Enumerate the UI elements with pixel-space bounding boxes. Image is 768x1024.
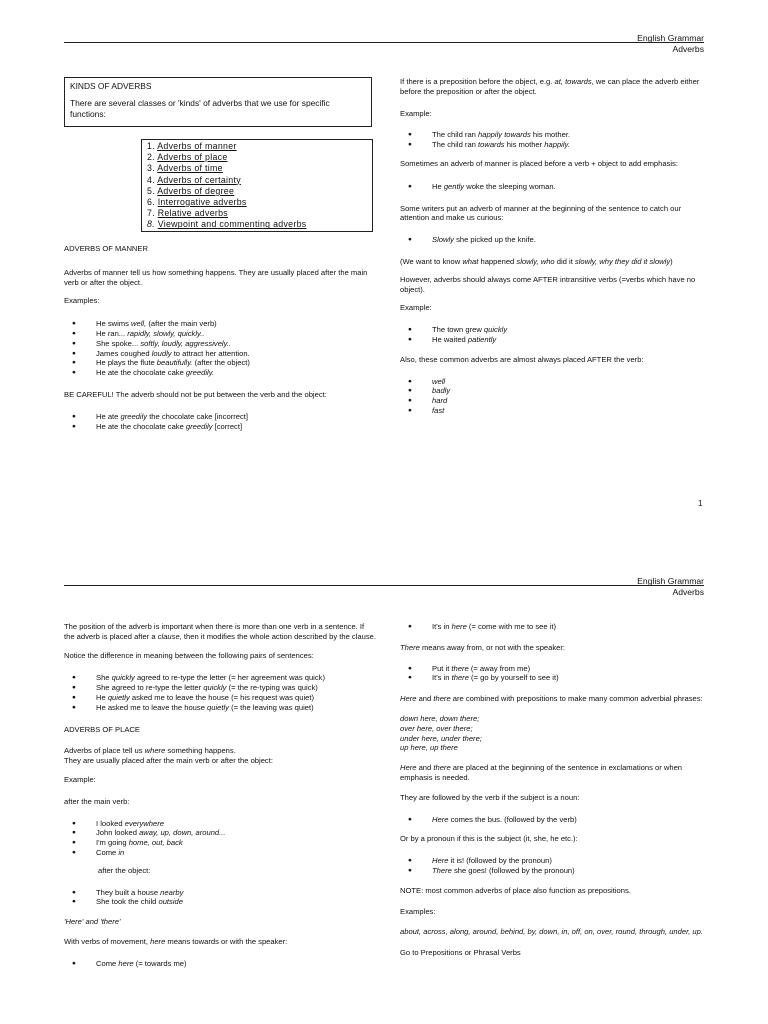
header-subtitle: Adverbs [672,586,704,597]
example-list [400,856,706,876]
header-rule [64,42,704,43]
paragraph: Adverbs of manner tell us how something happens. They are usually placed after the main verb or after the object. [64,267,368,287]
example-label: Example: [400,303,432,313]
example-list [400,622,706,632]
paragraph: Or by a pronoun if this is the subject (it, she, he etc.): [400,834,578,844]
header-title: English Grammar [637,33,704,43]
preposition-list: about, across, along, around, behind, by, down, in, off, on, over, round, through, under, up. [400,927,703,937]
toc-link[interactable]: Adverbs of degree [157,185,235,196]
toc-link[interactable]: Adverbs of manner [157,141,237,151]
list-item: ● He gently woke the sleeping woman. [400,182,706,192]
example-list [64,412,374,432]
list-item: ● It's in there (= go by yourself to see it) [400,673,706,683]
kinds-text: There are several classes or 'kinds' of adverbs that we use for specific functions: [70,98,330,119]
paragraph: Sometimes an adverb of manner is placed before a verb + object to add emphasis: [400,158,678,168]
kinds-title: KINDS OF ADVERBS [70,81,152,91]
toc-link[interactable]: Adverbs of time [157,163,223,174]
toc-box [141,139,373,232]
list-item: ● well [400,377,706,387]
phrase-line: down here, down there; [400,713,480,723]
list-item: ● He ran... rapidly, slowly, quickly.. [64,329,374,339]
page2-left-column [64,622,376,969]
example-list [400,235,706,245]
toc-link[interactable]: Adverbs of place [157,152,228,163]
toc-link[interactable]: Viewpoint and commenting adverbs [157,219,307,230]
example-list [400,182,706,192]
page1-header [637,33,704,54]
list-item: ● He ate the chocolate cake greedily. [64,368,374,378]
section-heading: ADVERBS OF MANNER [64,244,148,253]
paragraph: Notice the difference in meaning between the following pairs of sentences: [64,650,314,660]
toc-item[interactable]: 3. Adverbs of time [147,163,223,174]
list-item: ● badly [400,386,706,396]
header-subtitle: Adverbs [672,43,704,54]
examples-label: Examples: [64,296,100,306]
list-item: ● Slowly she picked up the knife. [400,235,706,245]
list-item: ● hard [400,396,706,406]
list-item: ● She quickly agreed to re-type the letter (= her agreement was quick) [64,673,376,683]
paragraph: They are followed by the verb if the subject is a noun: [400,792,580,802]
list-item: ● Come here (= towards me) [64,959,376,969]
example-list [64,959,376,969]
list-item: ● John looked away, up, down, around... [64,828,376,838]
page1-left-column [64,244,374,431]
list-item: ● I looked everywhere [64,819,376,829]
list-item: ● He swims well, (after the main verb) [64,319,374,329]
paragraph: after the object: [98,865,151,875]
kinds-of-adverbs-box [64,77,372,127]
list-item: ● James coughed loudly to attract her attention. [64,349,374,359]
example-list [64,319,374,378]
list-item: ● It's in here (= come with me to see it) [400,622,706,632]
examples-label: Examples: [400,906,436,916]
list-item: ● There she goes! (followed by the pronoun) [400,866,706,876]
list-item: ● The child ran happily towards his mother. [400,130,706,140]
example-label: Example: [400,108,432,118]
paragraph: With verbs of movement, here means towards or with the speaker: [64,936,288,946]
list-item: ● She agreed to re-type the letter quickly (= the re-typing was quick) [64,683,376,693]
example-list [64,819,376,858]
list-item: ● He asked me to leave the house quietly (= the leaving was quiet) [64,703,376,713]
phrase-line: up here, up there [400,743,458,753]
paragraph: Also, these common adverbs are almost always placed AFTER the verb: [400,354,644,364]
list-item: ● He ate the chocolate cake greedily [correct] [64,422,374,432]
list-item: ● He quietly asked me to leave the house (= his request was quiet) [64,693,376,703]
list-item: ● She spoke... softly, loudly, aggressively.. [64,339,374,349]
toc-item[interactable]: 4. Adverbs of certainty [147,174,241,185]
list-item: ● He waited patiently [400,335,706,345]
section-heading: ADVERBS OF PLACE [64,724,140,734]
page2-header [637,576,704,597]
paragraph: NOTE: most common adverbs of place also function as prepositions. [400,885,631,895]
toc-item[interactable]: 2. Adverbs of place [147,152,228,163]
paragraph: Here and there are combined with prepositions to make many common adverbial phrases: [400,694,703,704]
example-list [400,815,706,825]
list-item: ● They built a house nearby [64,888,376,898]
header-rule [64,585,704,586]
example-list [400,664,706,684]
toc-link[interactable]: Adverbs of certainty [157,174,241,185]
example-list [400,130,706,150]
toc-item[interactable]: 1. Adverbs of manner [147,141,237,151]
list-item: ● Come in [64,848,376,858]
page2-right-column [400,622,706,958]
example-list [400,377,706,416]
toc-link[interactable]: Interrogative adverbs [157,197,247,208]
paragraph: The position of the adverb is important when there is more than one verb in a sentence. If the adverb is placed after a clause, then it modifies the whole action described by the clause. [64,622,376,641]
paragraph: (We want to know what happened slowly, who did it slowly, why they did it slowly) [400,256,673,266]
list-item: ● Here it is! (followed by the pronoun) [400,856,706,866]
paragraph: They are usually placed after the main verb or after the object: [64,756,273,766]
paragraph: after the main verb: [64,796,130,806]
example-list [64,673,376,712]
list-item: ● She took the child outside [64,897,376,907]
example-list [400,325,706,345]
paragraph: Some writers put an adverb of manner at the beginning of the sentence to catch our attention and make us curious: [400,203,682,223]
paragraph: Here and there are placed at the beginning of the sentence in exclamations or when emphasis is needed. [400,763,683,782]
list-item: ● The child ran towards his mother happily. [400,140,706,150]
phrase-line: over here, over there; [400,723,473,733]
toc-item[interactable]: 7. Relative adverbs [147,208,229,219]
header-title: English Grammar [637,576,704,586]
paragraph: There means away from, or not with the speaker: [400,642,566,652]
paragraph: BE CAREFUL! The adverb should not be put between the verb and the object: [64,389,327,399]
paragraph: Adverbs of place tell us where something happens. [64,746,236,756]
goto-link[interactable]: Go to Prepositions or Phrasal Verbs [400,948,521,958]
toc-item[interactable]: 6. Interrogative adverbs [147,197,247,208]
list-item: ● He plays the flute beautifully. (after the object) [64,358,374,368]
page-number: 1 [698,499,703,508]
phrase-line: under here, under there; [400,733,482,743]
list-item: ● The town grew quickly [400,325,706,335]
subheading: 'Here' and 'there' [64,917,121,927]
example-list [64,888,376,908]
example-label: Example: [64,774,96,784]
toc-item[interactable]: 5. Adverbs of degree [147,185,235,196]
list-item: ● Here comes the bus. (followed by the verb) [400,815,706,825]
paragraph: However, adverbs should always come AFTER intransitive verbs (=verbs which have no object). [400,274,696,294]
page1-right-column [400,77,706,416]
list-item: ● I'm going home, out, back [64,838,376,848]
toc-link[interactable]: Relative adverbs [157,208,229,219]
paragraph: If there is a preposition before the object, e.g. at, towards, we can place the adverb either before the preposition or after the object. [400,77,700,96]
list-item: ● He ate greedily the chocolate cake [incorrect] [64,412,374,422]
list-item: ● Put it there (= away from me) [400,664,706,674]
toc-item[interactable]: 8. Viewpoint and commenting adverbs [147,219,307,230]
list-item: ● fast [400,406,706,416]
